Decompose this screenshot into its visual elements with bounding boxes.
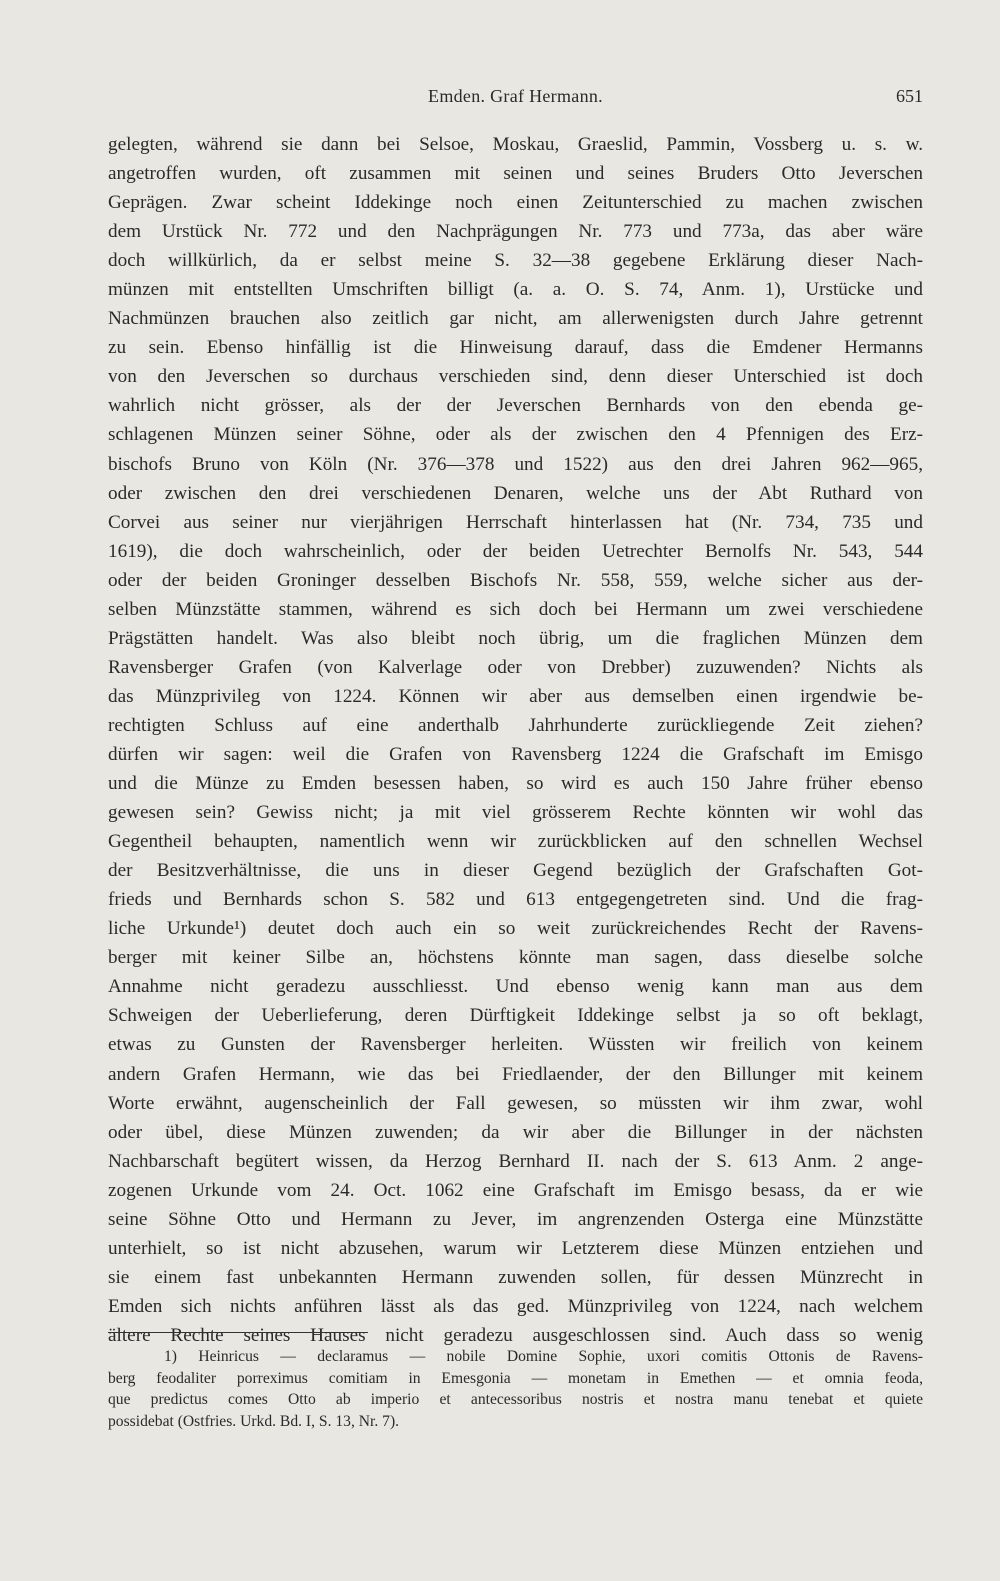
footnote-rule (108, 1332, 368, 1333)
body-text (108, 130, 923, 1350)
text-line: doch willkürlich, da er selbst meine S. 32—38 gegebene Erklärung dieser Nach- (108, 250, 923, 272)
text-line: Emden sich nichts anführen lässt als das ged. Münzprivileg von 1224, nach welchem (108, 1295, 923, 1317)
text-line: oder der beiden Groninger desselben Bischofs Nr. 558, 559, welche sicher aus der- (108, 569, 923, 591)
text-line: ältere Rechte seines Hauses nicht geradezu ausgeschlossen sind. Auch dass so wenig (108, 1324, 923, 1346)
text-line: Nachbarschaft begütert wissen, da Herzog Bernhard II. nach der S. 613 Anm. 2 ange- (108, 1150, 923, 1172)
text-line: etwas zu Gunsten der Ravensberger herleiten. Wüssten wir freilich von keinem (108, 1034, 923, 1056)
text-line: Nachmünzen brauchen also zeitlich gar nicht, am allerwenigsten durch Jahre getrennt (108, 308, 923, 330)
text-line: gewesen sein? Gewiss nicht; ja mit viel grösserem Rechte könnten wir wohl das (108, 802, 923, 824)
page-number: 651 (896, 86, 923, 106)
text-line: Ravensberger Grafen (von Kalverlage oder von Drebber) zuzuwenden? Nichts als (108, 656, 923, 678)
text-line: bischofs Bruno von Köln (Nr. 376—378 und 1522) aus den drei Jahren 962—965, (108, 453, 923, 475)
text-line: frieds und Bernhards schon S. 582 und 613 entgegengetreten sind. Und die frag- (108, 889, 923, 911)
footnote-line: berg feodaliter porreximus comitiam in Emesgonia — monetam in Emethen — et omnia feoda, (108, 1369, 923, 1387)
text-line: von den Jeverschen so durchaus verschieden sind, denn dieser Unterschied ist doch (108, 366, 923, 388)
text-line: sie einem fast unbekannten Hermann zuwenden sollen, für dessen Münzrecht in (108, 1266, 923, 1288)
text-line: münzen mit entstellten Umschriften billigt (a. a. O. S. 74, Anm. 1), Urstücke und (108, 279, 923, 301)
text-line: und die Münze zu Emden besessen haben, so wird es auch 150 Jahre früher ebenso (108, 773, 923, 795)
text-line: Gegentheil behaupten, namentlich wenn wir zurückblicken auf den schnellen Wechsel (108, 831, 923, 853)
footnote-line: possidebat (Ostfries. Urkd. Bd. I, S. 13, Nr. 7). (108, 1412, 400, 1430)
text-line: 1619), die doch wahrscheinlich, oder der beiden Uetrechter Bernolfs Nr. 543, 544 (108, 540, 923, 562)
text-line: der Besitzverhältnisse, die uns in dieser Gegend bezüglich der Grafschaften Got- (108, 860, 923, 882)
text-line: gelegten, während sie dann bei Selsoe, Moskau, Graeslid, Pammin, Vossberg u. s. w. (108, 134, 923, 155)
running-head: Emden. Graf Hermann. (428, 86, 603, 106)
footnote-line: 1) Heinricus — declaramus — nobile Domine Sophie, uxori comitis Ottonis de Ravens- (164, 1348, 923, 1365)
text-line: das Münzprivileg von 1224. Können wir aber aus demselben einen irgendwie be- (108, 685, 923, 707)
text-line: Worte erwähnt, augenscheinlich der Fall gewesen, so müssten wir ihm zwar, wohl (108, 1092, 923, 1114)
text-line: oder zwischen den drei verschiedenen Denaren, welche uns der Abt Ruthard von (108, 482, 923, 504)
text-line: seine Söhne Otto und Hermann zu Jever, im angrenzenden Osterga eine Münzstätte (108, 1208, 923, 1230)
text-line: wahrlich nicht grösser, als der der Jeverschen Bernhards von den ebenda ge- (108, 395, 923, 417)
text-line: dürfen wir sagen: weil die Grafen von Ravensberg 1224 die Grafschaft im Emisgo (108, 743, 923, 765)
text-line: Schweigen der Ueberlieferung, deren Dürftigkeit Iddekinge selbst ja so oft beklagt, (108, 1005, 923, 1027)
footnote (108, 1346, 923, 1432)
footnote-line: que predictus comes Otto ab imperio et antecessoribus nostris et nostra manu tenebat et quiete (108, 1391, 923, 1408)
text-line: dem Urstück Nr. 772 und den Nachprägungen Nr. 773 und 773a, das aber wäre (108, 221, 923, 243)
text-line: Geprägen. Zwar scheint Iddekinge noch einen Zeitunterschied zu machen zwischen (108, 192, 923, 214)
page-header (108, 86, 923, 110)
text-line: andern Grafen Hermann, wie das bei Friedlaender, der den Billunger mit keinem (108, 1063, 923, 1085)
text-line: rechtigten Schluss auf eine anderthalb Jahrhunderte zurückliegende Zeit ziehen? (108, 714, 923, 736)
text-line: angetroffen wurden, oft zusammen mit seinen und seines Bruders Otto Jeverschen (108, 163, 923, 185)
text-line: selben Münzstätte stammen, während es sich doch bei Hermann um zwei verschiedene (108, 598, 923, 620)
text-line: zogenen Urkunde vom 24. Oct. 1062 eine Grafschaft im Emisgo besass, da er wie (108, 1179, 923, 1201)
text-line: unterhielt, so ist nicht abzusehen, warum wir Letzterem diese Münzen entziehen und (108, 1237, 923, 1259)
text-line: liche Urkunde¹) deutet doch auch ein so weit zurückreichendes Recht der Ravens- (108, 918, 923, 940)
text-line: Annahme nicht geradezu ausschliesst. Und ebenso wenig kann man aus dem (108, 976, 923, 998)
text-line: Prägstätten handelt. Was also bleibt noch übrig, um die fraglichen Münzen dem (108, 627, 923, 649)
text-line: oder übel, diese Münzen zuwenden; da wir aber die Billunger in der nächsten (108, 1121, 923, 1143)
text-line: Corvei aus seiner nur vierjährigen Herrschaft hinterlassen hat (Nr. 734, 735 und (108, 511, 923, 533)
text-line: schlagenen Münzen seiner Söhne, oder als der zwischen den 4 Pfennigen des Erz- (108, 424, 923, 446)
text-line: berger mit keiner Silbe an, höchstens könnte man sagen, dass dieselbe solche (108, 947, 923, 969)
text-line: zu sein. Ebenso hinfällig ist die Hinweisung darauf, dass die Emdener Hermanns (108, 337, 923, 359)
